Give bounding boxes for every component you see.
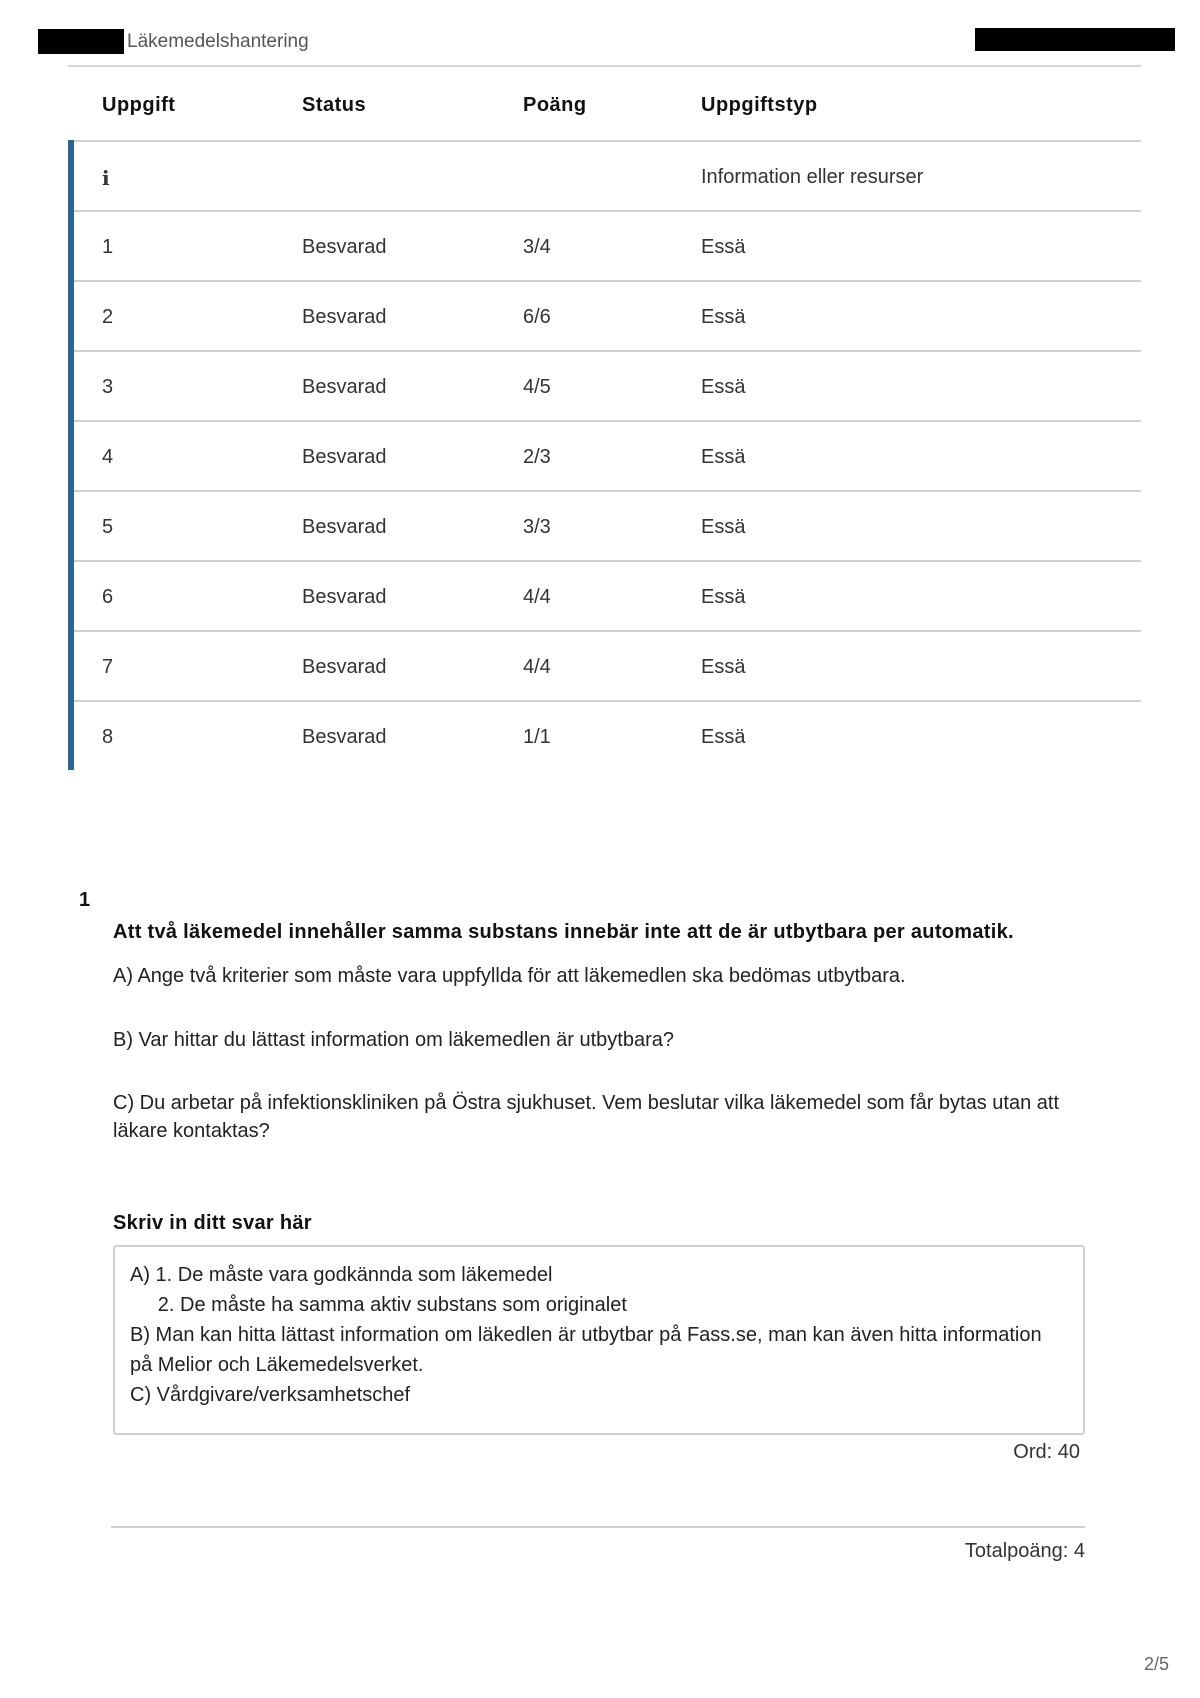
- row-points: 4/4: [523, 586, 551, 608]
- answer-line: C) Vårdgivare/verksamhetschef: [130, 1384, 411, 1406]
- table-row[interactable]: [74, 210, 1141, 280]
- header-points: Poäng: [523, 94, 587, 116]
- answer-line: A) 1. De måste vara godkännda som läkemedel: [130, 1264, 553, 1286]
- row-type: Essä: [701, 236, 746, 258]
- question-title: Att två läkemedel innehåller samma substans innebär inte att de är utbytbara per automatik.: [113, 921, 1014, 943]
- answer-line: B) Man kan hitta lättast information om läkedlen är utbytbar på Fass.se, man kan även hitta information på Melior och Läkemedelsverket.: [130, 1324, 1048, 1376]
- total-points: Totalpoäng: 4: [964, 1540, 1085, 1562]
- row-task: 8: [102, 726, 114, 748]
- row-task: 5: [102, 516, 114, 538]
- table-row[interactable]: [74, 560, 1141, 630]
- word-count: Ord: 40: [1013, 1441, 1080, 1463]
- row-status: Besvarad: [302, 516, 387, 538]
- row-task: 7: [102, 656, 114, 678]
- row-type: Essä: [701, 376, 746, 398]
- table-row[interactable]: [74, 490, 1141, 560]
- header-task: Uppgift: [102, 94, 176, 116]
- row-status: Besvarad: [302, 586, 387, 608]
- page-number: 2/5: [1143, 1654, 1169, 1674]
- course-title: Läkemedelshantering: [127, 31, 309, 52]
- redacted-name: [38, 29, 124, 54]
- table-row-info[interactable]: [74, 140, 1141, 210]
- row-type: Essä: [701, 306, 746, 328]
- row-status: Besvarad: [302, 376, 387, 398]
- row-type: Information eller resurser: [701, 166, 924, 188]
- row-task: 2: [102, 306, 114, 328]
- section-divider: [111, 1526, 1085, 1528]
- row-type: Essä: [701, 656, 746, 678]
- row-type: Essä: [701, 446, 746, 468]
- row-points: 3/3: [523, 516, 551, 538]
- question-part-a: A) Ange två kriterier som måste vara uppfyllda för att läkemedlen ska bedömas utbytbara.: [113, 965, 906, 987]
- row-status: Besvarad: [302, 656, 387, 678]
- row-type: Essä: [701, 726, 746, 748]
- table-row[interactable]: [74, 280, 1141, 350]
- redacted-date: [975, 28, 1175, 51]
- row-status: Besvarad: [302, 306, 387, 328]
- table-row[interactable]: [74, 420, 1141, 490]
- header-status: Status: [302, 94, 367, 116]
- table-header: [68, 70, 1141, 140]
- row-points: 1/1: [523, 726, 551, 748]
- answer-label: Skriv in ditt svar här: [113, 1212, 312, 1234]
- row-points: 4/4: [523, 656, 551, 678]
- table-row[interactable]: [74, 700, 1141, 770]
- row-task: 6: [102, 586, 114, 608]
- row-status: Besvarad: [302, 446, 387, 468]
- header-divider: [68, 65, 1141, 67]
- table-row[interactable]: [74, 630, 1141, 700]
- header-type: Uppgiftstyp: [701, 94, 818, 116]
- row-status: Besvarad: [302, 236, 387, 258]
- answer-textarea[interactable]: [113, 1245, 1085, 1435]
- row-points: 3/4: [523, 236, 551, 258]
- info-icon: i: [102, 166, 110, 190]
- table-row[interactable]: [74, 350, 1141, 420]
- row-type: Essä: [701, 516, 746, 538]
- task-rows: [68, 140, 1141, 770]
- row-status: Besvarad: [302, 726, 387, 748]
- row-points: 4/5: [523, 376, 551, 398]
- question-part-c: C) Du arbetar på infektionskliniken på Östra sjukhuset. Vem beslutar vilka läkemedel som får bytas utan att läkare kontaktas?: [113, 1092, 1060, 1142]
- row-points: 2/3: [523, 446, 551, 468]
- task-table: [68, 70, 1141, 770]
- row-task: 4: [102, 446, 114, 468]
- answer-line: 2. De måste ha samma aktiv substans som originalet: [130, 1294, 627, 1316]
- row-task: 3: [102, 376, 114, 398]
- question-number: 1: [79, 889, 91, 911]
- row-task: 1: [102, 236, 114, 258]
- row-type: Essä: [701, 586, 746, 608]
- question-part-b: B) Var hittar du lättast information om läkemedlen är utbytbara?: [113, 1029, 675, 1051]
- row-points: 6/6: [523, 306, 551, 328]
